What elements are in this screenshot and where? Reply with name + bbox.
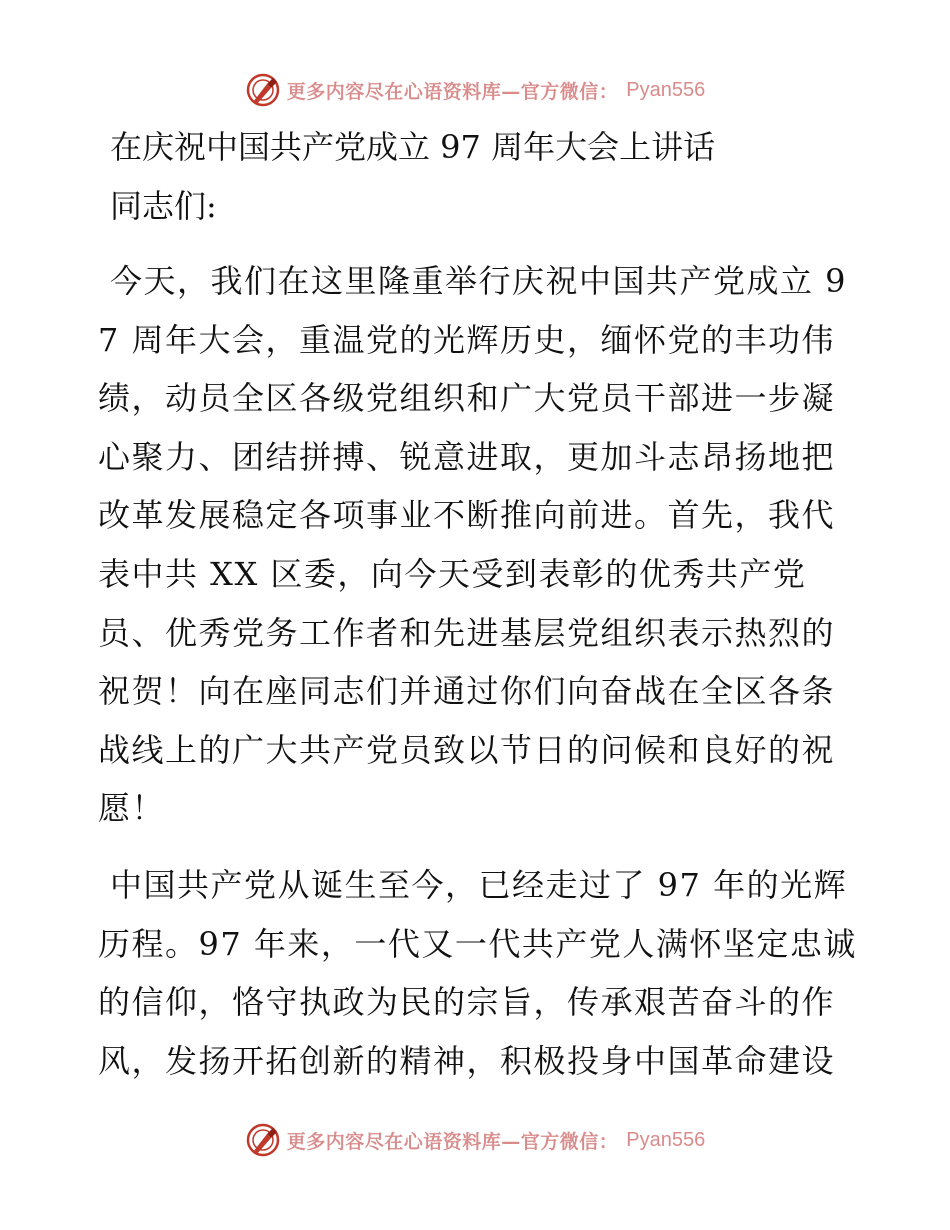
header-banner <box>0 70 950 110</box>
header-banner-text: 更多内容尽在心语资料库—官方微信： <box>286 80 619 103</box>
footer-banner-id: Pyan556 <box>626 1128 706 1151</box>
document-title: 在庆祝中国共产党成立 97 周年大会上讲话 <box>110 128 716 166</box>
paragraph-1: 今天，我们在这里隆重举行庆祝中国共产党成立 97 周年大会，重温党的光辉历史，缅怀党的丰功伟绩，动员全区各级党组织和广大党员干部进一步凝心聚力、团结拼搏、锐意进取，更加斗志昂扬地把改革发展稳定各项事业不断推向前进。首先，我代表中共 XX 区委，向今天受到表彰的优秀共产党员、优秀党务工作者和先进基层党组织表示热烈的祝贺！向在座同志们并通过你们向奋战在全区各条战线上的广大共产党员致以节日的问候和良好的祝愿！ <box>98 262 848 828</box>
pen-logo-icon <box>245 72 281 108</box>
pen-logo-icon <box>245 1122 281 1158</box>
paragraph-2: 中国共产党从诞生至今，已经走过了 97 年的光辉历程。97 年来，一代又一代共产党人满怀坚定忠诚的信仰，恪守执政为民的宗旨，传承艰苦奋斗的作风，发扬开拓创新的精神，积极投身中国革命建设 <box>98 865 857 1080</box>
header-banner-id: Pyan556 <box>626 78 706 101</box>
document-body <box>98 122 858 1090</box>
footer-banner <box>0 1120 950 1160</box>
footer-banner-text: 更多内容尽在心语资料库—官方微信： <box>286 1130 619 1153</box>
salutation: 同志们: <box>110 187 217 225</box>
